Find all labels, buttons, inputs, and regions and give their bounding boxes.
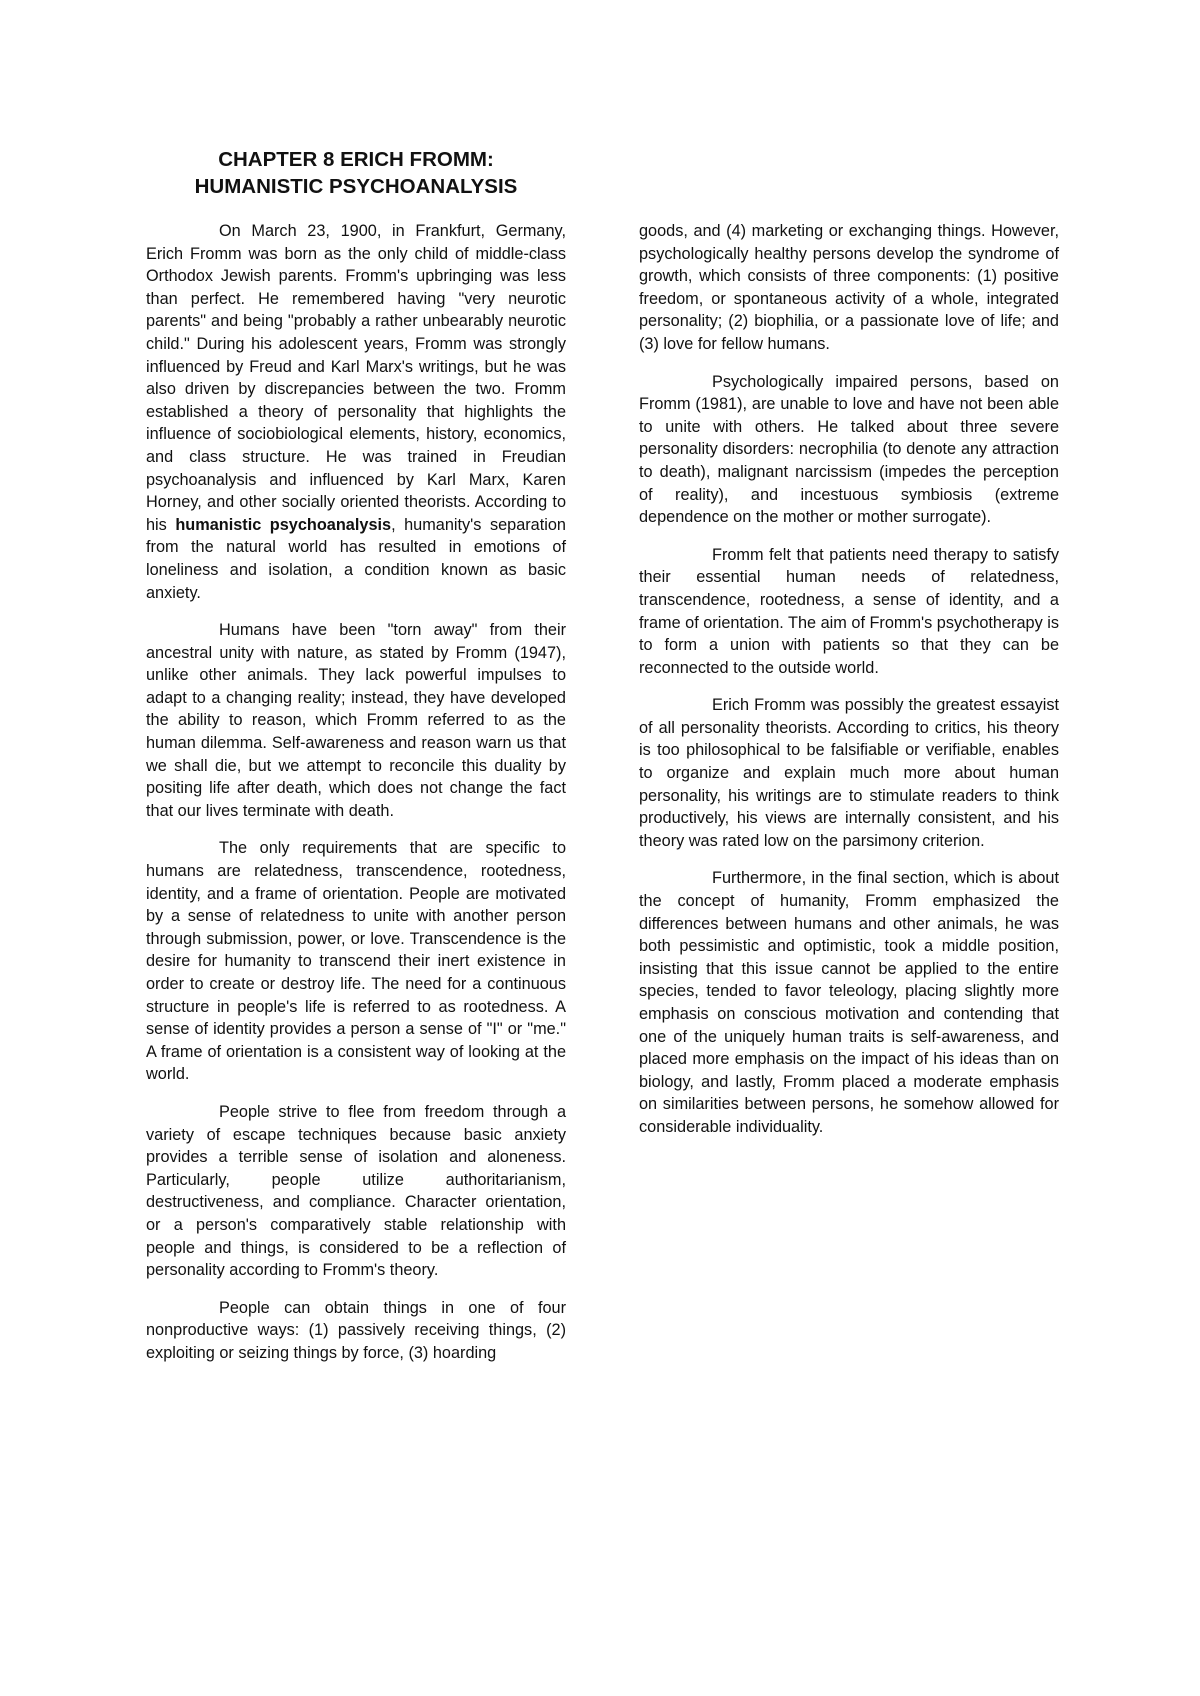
paragraph-psychotherapy: Fromm felt that patients need therapy to satisfy their essential human needs of relatedness, transcendence, rootedness, a sense of identity, and a frame of orientation. The aim of Fromm's psychotherapy is to form a union with patients so that they can be reconnected to the outside world. — [639, 545, 1059, 677]
right-column — [639, 220, 1059, 1154]
paragraph-escape-from-freedom: People strive to flee from freedom through a variety of escape techniques because basic anxiety provides a terrible sense of isolation and aloneness. Particularly, people utilize authoritarianism, destructiveness, and compliance. Character orientation, or a person's comparatively stable relationship with people and things, is considered to be a reflection of personality according to Fromm's theory. — [146, 1102, 566, 1280]
title-line-1: CHAPTER 8 ERICH FROMM: — [218, 148, 494, 171]
left-column — [146, 220, 566, 1380]
paragraph-human-dilemma: Humans have been "torn away" from their ancestral unity with nature, as stated by Fromm (1947), unlike other animals. They lack powerful impulses to adapt to a changing reality; instead, they have developed the ability to reason, which Fromm referred to as the human dilemma. Self-awareness and reason warn us that we shall die, but we attempt to reconcile this duality by positing life after death, which does not change the fact that our lives terminate with death. — [146, 621, 566, 820]
paragraph-personality-disorders: Psychologically impaired persons, based on Fromm (1981), are unable to love and have not been able to unite with others. He talked about three severe personality disorders: necrophilia (to denote any attraction to death), malignant narcissism (impedes the perception of reality), and incestuous symbiosis (extreme dependence on the mother or mother surrogate). — [639, 372, 1059, 527]
paragraph-nonproductive-orientations-continued: goods, and (4) marketing or exchanging things. However, psychologically healthy persons develop the syndrome of growth, which consists of three components: (1) positive freedom, or spontaneous activity of a whole, integrated personality; (2) biophilia, or a passionate love of life; and (3) love for fellow humans. — [639, 222, 1059, 353]
paragraph-human-needs: The only requirements that are specific to humans are relatedness, transcendence, rootedness, identity, and a frame of orientation. People are motivated by a sense of relatedness to unite with another person through submission, power, or love. Transcendence is the desire for humanity to transcend their inert existence in order to create or destroy life. The need for a continuous structure in people's life is referred to as rootedness. A sense of identity provides a person a sense of "I" or "me." A frame of orientation is a consistent way of looking at the world. — [146, 839, 566, 1084]
title-line-2: HUMANISTIC PSYCHOANALYSIS — [194, 175, 518, 198]
page-title — [146, 146, 566, 200]
humanistic-psychoanalysis-term: humanistic psychoanalysis — [175, 515, 392, 534]
paragraph-intro — [146, 220, 566, 604]
intro-text-before: On March 23, 1900, in Frankfurt, Germany, Erich Fromm was born as the only child of middle-class Orthodox Jewish parents. Fromm's upbringing was less than perfect. He remembered having "very neurotic parents" and being "probably a rather unbearably neurotic child." During his adolescent years, Fromm was strongly influenced by Freud and Karl Marx's writings, but he was also driven by discrepancies between the two. Fromm established a theory of personality that highlights the influence of sociobiological elements, history, economics, and class structure. He was trained in Freudian psychoanalysis and influenced by Karl Marx, Karen Horney, and other socially oriented theorists. According to his — [146, 222, 566, 534]
paragraph-concept-of-humanity: Furthermore, in the final section, which is about the concept of humanity, Fromm emphasized the differences between humans and other animals, he was both pessimistic and optimistic, took a middle position, insisting that this issue cannot be applied to the entire species, tended to favor teleology, placing slightly more emphasis on conscious motivation and contending that one of the uniquely human traits is self-awareness, and placed more emphasis on the impact of his ideas than on biology, and lastly, Fromm placed a moderate emphasis on similarities between persons, he somehow allowed for considerable individuality. — [639, 869, 1059, 1136]
paragraph-nonproductive-orientations: People can obtain things in one of four nonproductive ways: (1) passively receiving things, (2) exploiting or seizing things by force, (3) hoarding — [146, 1298, 566, 1362]
intro-text-after: , humanity's separation from the natural world has resulted in emotions of loneliness and isolation, a condition known as basic anxiety. — [146, 515, 566, 602]
paragraph-critique: Erich Fromm was possibly the greatest essayist of all personality theorists. According to critics, his theory is too philosophical to be falsifiable or verifiable, enables to organize and explain much more about human personality, his writings are to stimulate readers to think productively, his views are internally consistent, and his theory was rated low on the parsimony criterion. — [639, 696, 1059, 850]
